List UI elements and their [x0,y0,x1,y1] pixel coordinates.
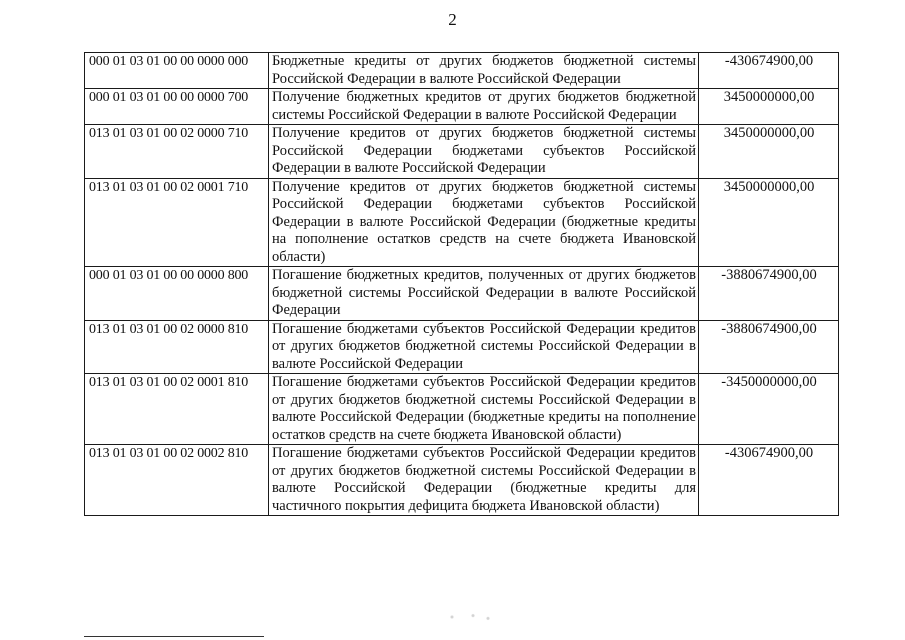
scan-specks-decoration [440,610,500,624]
source-name-cell: Погашение бюджетами субъектов Российской Федерации кредитов от других бюджетов бюджетной системы Российской Федерации в валюте Российской Федерации (бюджетные кредиты на пополнение остатков средств на счете бюджета Ивановской области) [269,374,699,445]
source-name-cell: Погашение бюджетных кредитов, полученных от других бюджетов бюджетной системы Российской Федерации в валюте Российской Федерации [269,267,699,321]
amount-cell: -430674900,00 [699,53,839,89]
source-name-cell: Получение бюджетных кредитов от других бюджетов бюджетной системы Российской Федерации в валюте Российской Федерации [269,89,699,125]
budget-code-cell: 013 01 03 01 00 02 0001 710 [85,178,269,267]
amount-cell: -3880674900,00 [699,267,839,321]
amount-cell: 3450000000,00 [699,178,839,267]
budget-code-cell: 013 01 03 01 00 02 0000 710 [85,125,269,179]
table-row [85,445,839,516]
source-name-cell: Погашение бюджетами субъектов Российской Федерации кредитов от других бюджетов бюджетной системы Российской Федерации в валюте Российской Федерации [269,320,699,374]
table-row [85,374,839,445]
budget-code-cell: 013 01 03 01 00 02 0002 810 [85,445,269,516]
amount-cell: -3450000000,00 [699,374,839,445]
table-row [85,320,839,374]
table-row [85,267,839,321]
source-name-cell: Бюджетные кредиты от других бюджетов бюджетной системы Российской Федерации в валюте Российской Федерации [269,53,699,89]
footer-rule [84,636,264,637]
page-number: 2 [448,10,457,29]
budget-code-cell: 013 01 03 01 00 02 0001 810 [85,374,269,445]
amount-cell: 3450000000,00 [699,125,839,179]
table-row [85,125,839,179]
table-row [85,178,839,267]
source-name-cell: Получение кредитов от других бюджетов бюджетной системы Российской Федерации бюджетами субъектов Российской Федерации в валюте Российской Федерации [269,125,699,179]
source-name-cell: Получение кредитов от других бюджетов бюджетной системы Российской Федерации бюджетами субъектов Российской Федерации в валюте Российской Федерации (бюджетные кредиты на пополнение остатков средств на счете бюджета Ивановской области) [269,178,699,267]
budget-code-cell: 013 01 03 01 00 02 0000 810 [85,320,269,374]
budget-code-cell: 000 01 03 01 00 00 0000 700 [85,89,269,125]
source-name-cell: Погашение бюджетами субъектов Российской Федерации кредитов от других бюджетов бюджетной системы Российской Федерации в валюте Российской Федерации (бюджетные кредиты для частичного покрытия дефицита бюджета Ивановской области) [269,445,699,516]
amount-cell: -3880674900,00 [699,320,839,374]
budget-code-cell: 000 01 03 01 00 00 0000 800 [85,267,269,321]
budget-code-cell: 000 01 03 01 00 00 0000 000 [85,53,269,89]
amount-cell: -430674900,00 [699,445,839,516]
table-row [85,89,839,125]
budget-sources-table [84,52,839,516]
amount-cell: 3450000000,00 [699,89,839,125]
table-row [85,53,839,89]
